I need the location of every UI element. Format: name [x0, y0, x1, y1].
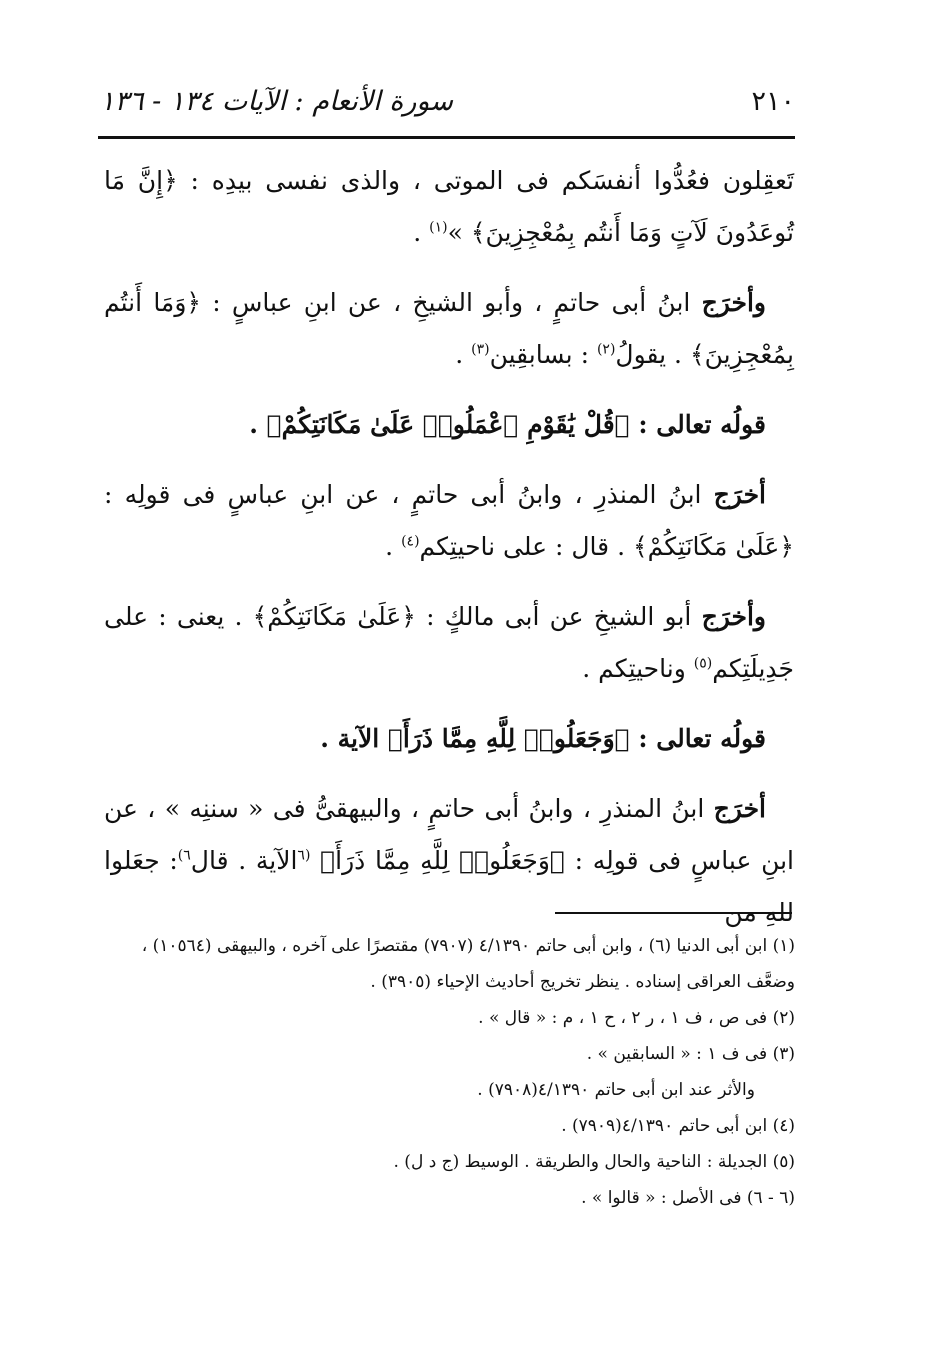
footnote-2: (٢) فى ص ، ف ١ ، ر ٢ ، ح ١ ، م : « قال » .: [478, 1008, 795, 1028]
footnote-rule: [555, 912, 792, 914]
heading-2: قولُه تعالى : ﴿وَجَعَلُوا۟ لِلَّهِ مِمَّا ذَرَأَ﴾ الآية .: [320, 724, 766, 753]
paragraph-1: تَعقِلون فعُدُّوا أنفسَكم فى الموتى ، والذى نفسى بيدِه : ﴿إِنَّ مَا تُوعَدُونَ لَآتٍ وَمَا أَنتُم بِمُعْجِزِينَ﴾ »$^{(١)}$ .: [104, 166, 794, 247]
header-rule: [98, 136, 795, 139]
heading-1: قولُه تعالى : ﴿قُلْ يَٰقَوْمِ ٱعْمَلُوا۟ عَلَىٰ مَكَانَتِكُمْ﴾ .: [249, 410, 766, 439]
paragraph-4: وأخرَج أبو الشيخِ عن أبى مالكٍ : ﴿عَلَىٰ مَكَانَتِكُمْ﴾ . يعنى : على جَدِيلَتِكم$^{(٥)}$ وناحيتِكم .: [104, 602, 794, 683]
running-title: سورة الأنعام : الآيات ١٣٤ - ١٣٦: [100, 85, 453, 117]
page-number: ٢١٠: [751, 85, 795, 117]
footnote-5: (٥) الجديلة : الناحية والحال والطريقة . الوسيط (ج د ل) .: [393, 1152, 795, 1172]
paragraph-3: أخرَج ابنُ المنذرِ ، وابنُ أبى حاتمٍ ، عن ابنِ عباسٍ فى قولِه : ﴿عَلَىٰ مَكَانَتِكُمْ﴾ . قال : على ناحيتِكم$^{(٤)}$ .: [104, 480, 794, 561]
footnote-1: (١) ابن أبى الدنيا (٦) ، وابن أبى حاتم ٤/١٣٩٠ (٧٩٠٧) مقتصرًا على آخره ، والبيهقى (١٠٥٦٤) ، وضعَّف العراقى إسناده . ينظر تخريج أحاديث الإحياء (٣٩٠٥) .: [141, 936, 795, 992]
footnote-3: (٣) فى ف ١ : « السابقين » .: [586, 1044, 795, 1064]
footnote-3-note: والأثر عند ابن أبى حاتم ٤/١٣٩٠(٧٩٠٨) .: [477, 1080, 755, 1100]
footnote-4: (٤) ابن أبى حاتم ٤/١٣٩٠(٧٩٠٩) .: [561, 1116, 795, 1136]
footnotes: [100, 928, 795, 1216]
main-text: [104, 155, 794, 957]
paragraph-5: أخرَج ابنُ المنذرِ ، وابنُ أبى حاتمٍ ، والبيهقىُّ فى « سننِه » ، عن ابنِ عباسٍ فى قولِه : ﴿وَجَعَلُوا۟ لِلَّهِ مِمَّا ذَرَأَ﴾ $^{(٦}$الآية . قال$^{٦)}$: جعَلوا للهِ من: [104, 794, 795, 927]
footnote-6: (٦ - ٦) فى الأصل : « قالوا » .: [581, 1188, 795, 1208]
page-header: [100, 78, 795, 124]
paragraph-2: وأخرَج ابنُ أبى حاتمٍ ، وأبو الشيخِ ، عن ابنِ عباسٍ : ﴿وَمَا أَنتُم بِمُعْجِزِينَ﴾ . يقولُ$^{(٢)}$ : بسابقِين$^{(٣)}$ .: [104, 288, 794, 369]
